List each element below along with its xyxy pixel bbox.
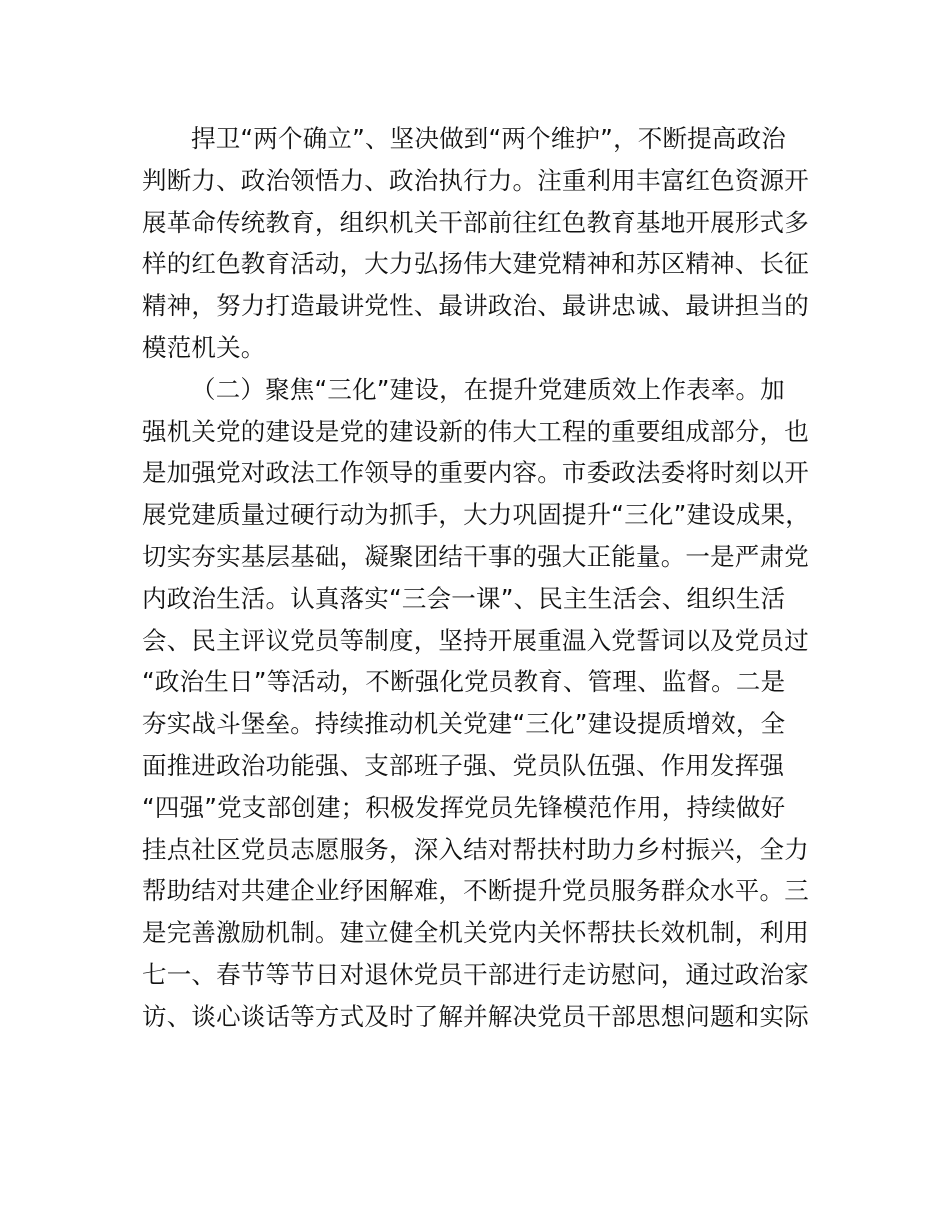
text-line: “四强”党支部创建；积极发挥党员先锋模范作用，持续做好: [142, 792, 786, 822]
text-line: 七一、春节等节日对退休党员干部进行走访慰问，通过政治家: [142, 959, 809, 989]
text-line: 挂点社区党员志愿服务，深入结对帮扶村助力乡村振兴，全力: [142, 834, 809, 864]
text-line: 是加强党对政法工作领导的重要内容。市委政法委将时刻以开: [142, 458, 809, 488]
text-line: 强机关党的建设是党的建设新的伟大工程的重要组成部分，也: [142, 416, 809, 446]
text-line: 切实夯实基层基础，凝聚团结干事的强大正能量。一是严肃党: [142, 541, 809, 571]
text-line: 帮助结对共建企业纾困解难，不断提升党员服务群众水平。三: [142, 876, 809, 906]
text-line: “政治生日”等活动，不断强化党员教育、管理、监督。二是: [142, 667, 786, 697]
text-line: 会、民主评议党员等制度，坚持开展重温入党誓词以及党员过: [142, 625, 809, 655]
paragraph-1: [142, 118, 842, 369]
text-line: 展革命传统教育，组织机关干部前往红色教育基地开展形式多: [142, 207, 809, 237]
document-body: [142, 118, 842, 1038]
text-line: 模范机关。: [142, 332, 266, 362]
text-line: 是完善激励机制。建立健全机关党内关怀帮扶长效机制，利用: [142, 918, 809, 948]
text-line: 面推进政治功能强、支部班子强、党员队伍强、作用发挥强: [142, 750, 785, 780]
text-line: 内政治生活。认真落实“三会一课”、民主生活会、组织生活: [142, 583, 786, 613]
text-line: 展党建质量过硬行动为抓手，大力巩固提升“三化”建设成果，: [142, 500, 810, 530]
text-line: 访、谈心谈话等方式及时了解并解决党员干部思想问题和实际: [142, 1001, 809, 1031]
text-line: 精神，努力打造最讲党性、最讲政治、最讲忠诚、最讲担当的: [142, 291, 809, 321]
paragraph-2: [142, 369, 842, 1038]
text-line: 捍卫“两个确立”、坚决做到“两个维护”，不断提高政治: [191, 124, 786, 153]
text-line: 判断力、政治领悟力、政治执行力。注重利用丰富红色资源开: [142, 165, 809, 195]
text-line: 样的红色教育活动，大力弘扬伟大建党精神和苏区精神、长征: [142, 249, 809, 279]
text-line: （二）聚焦“三化”建设，在提升党建质效上作表率。加: [191, 374, 785, 404]
text-line: 夯实战斗堡垒。持续推动机关党建“三化”建设提质增效，全: [142, 709, 786, 739]
